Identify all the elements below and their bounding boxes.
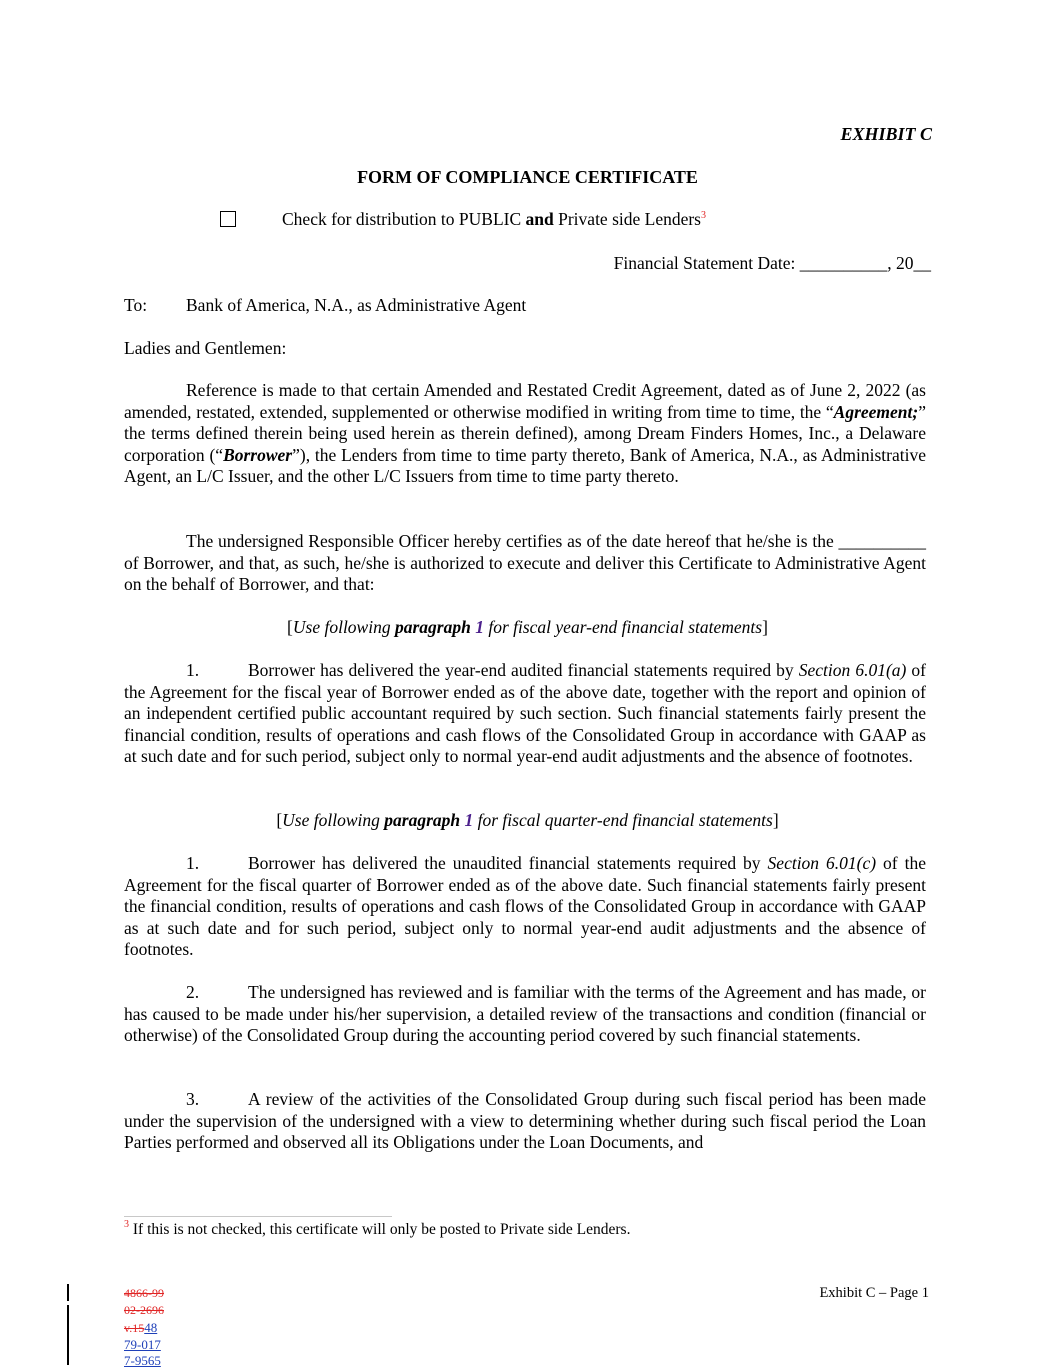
instr-year-num: 1 (475, 617, 484, 637)
instr-year-bold: paragraph (394, 617, 471, 637)
bracket-close: ] (762, 617, 768, 637)
public-distribution-checkbox[interactable] (220, 211, 236, 227)
change-bar (67, 1305, 69, 1365)
intro-text-3: ”), the Lenders from time to time party thereto, Bank of America, N.A., as Administrative Agent, an L/C Issuer, and the other L/C Issuers from time to time party thereto. (124, 444, 926, 487)
doc-id-line (124, 1285, 164, 1302)
paragraph-2 (124, 982, 926, 1047)
to-recipient: Bank of America, N.A., as Administrative Agent (186, 295, 527, 315)
instr-year-a: Use following (292, 617, 395, 637)
distribution-label (282, 209, 706, 230)
para-number: 1. (186, 660, 200, 680)
paragraph-3 (124, 1089, 926, 1154)
doc-id-line (124, 1336, 161, 1353)
instruction-quarter-end (0, 810, 1055, 831)
doc-id-deleted-3: v.15 (124, 1321, 145, 1335)
para1-quarter-text-b: of the Agreement for the fiscal quarter of Borrower ended as of the above date. Such financial statements fairly present the financial condition, results of operations and cash flows of the Consolidated Group in accordance with GAAP as at such date and for such period, subject only to normal year-end audit adjustments and the absence of footnotes. (124, 853, 926, 960)
para-number: 1. (186, 853, 200, 873)
para3-text: A review of the activities of the Consolidated Group during such fiscal period has been made under the supervision of the undersigned with a view to determining whether during such fiscal period the Loan Parties performed and observed all its Obligations under the Loan Documents, and (124, 1089, 926, 1153)
borrower-term: Borrower (223, 444, 293, 465)
form-title: FORM OF COMPLIANCE CERTIFICATE (357, 167, 698, 187)
instr-quarter-bold: paragraph (384, 810, 461, 830)
para-number: 2. (186, 982, 200, 1002)
section-ref: Section 6.01(c) (767, 853, 877, 873)
certification-paragraph (124, 531, 926, 596)
paragraph-1-year-end (124, 660, 926, 768)
intro-text-1: Reference is made to that certain Amended and Restated Credit Agreement, dated as of June 2, 2022 (as amended, restated, extended, supplemented or otherwise modified in writing from time to time, the “ (124, 380, 926, 422)
footnote-ref[interactable]: 3 (701, 210, 706, 221)
para1-year-text-b: of the Agreement for the fiscal year of Borrower ended as of the above date, together with the report and opinion of an independent certified public accountant required by such section. Such financial statements fairly present the financial condition, results of operations and cash flows of the Consolidated Group in accordance with GAAP as at such date and for such period, subject only to normal year-end audit adjustments and the absence of footnotes. (124, 660, 926, 767)
doc-id-inserted-2: 79-017 (124, 1337, 161, 1352)
financial-statement-date: Financial Statement Date: __________, 20__ (613, 253, 931, 273)
to-label: To: (124, 295, 148, 315)
doc-id-line (124, 1319, 157, 1337)
agreement-term: Agreement; (833, 401, 919, 422)
to-line (124, 295, 926, 317)
intro-text-2: ” the terms defined therein being used herein as therein defined), among Dream Finders Homes, Inc., a Delaware corporation (“ (124, 401, 926, 465)
change-bar (67, 1284, 69, 1301)
exhibit-heading: EXHIBIT C (840, 124, 932, 144)
doc-id-deleted-1: 4866-99 (124, 1286, 164, 1300)
para-number: 3. (186, 1089, 200, 1109)
instr-quarter-b: for fiscal quarter-end financial statements (473, 810, 773, 830)
doc-id-inserted-3: 7-9565 (124, 1353, 161, 1368)
intro-paragraph (124, 380, 926, 488)
bracket-open: [ (287, 617, 293, 637)
bracket-open: [ (276, 810, 283, 830)
instr-year-b: for fiscal year-end financial statements (483, 617, 763, 637)
para1-quarter-text-a: Borrower has delivered the unaudited financial statements required by (248, 853, 768, 873)
doc-id-line (124, 1352, 161, 1369)
instr-quarter-num: 1 (464, 810, 474, 830)
page-footer: Exhibit C – Page 1 (819, 1285, 929, 1301)
instr-quarter-a: Use following (282, 810, 385, 830)
doc-id-line (124, 1302, 164, 1319)
distribution-text-b: Private side Lenders (553, 209, 701, 229)
instruction-year-end (0, 617, 1055, 638)
bracket-close: ] (772, 810, 779, 830)
paragraph-1-quarter-end (124, 853, 926, 961)
footnote-text: If this is not checked, this certificate will only be posted to Private side Lenders. (129, 1221, 631, 1238)
distribution-text-a: Check for distribution to PUBLIC (282, 209, 526, 229)
doc-id-deleted-2: 02-2696 (124, 1303, 164, 1317)
footnote-number: 3 (124, 1219, 129, 1230)
footnote (124, 1221, 630, 1239)
salutation: Ladies and Gentlemen: (124, 338, 287, 358)
doc-id-inserted-1: 48 (144, 1320, 158, 1335)
footnote-separator (124, 1216, 392, 1217)
section-ref: Section 6.01(a) (798, 660, 907, 680)
distribution-text-bold: and (525, 209, 554, 229)
para1-year-text-a: Borrower has delivered the year-end audited financial statements required by (248, 660, 799, 680)
certification-text: The undersigned Responsible Officer hereby certifies as of the date hereof that he/she is the __________ of Borrower, and that, as such, he/she is authorized to execute and deliver this Certificate to Administrative Agent on the behalf of Borrower, and that: (124, 531, 926, 595)
para2-text: The undersigned has reviewed and is familiar with the terms of the Agreement and has made, or has caused to be made under his/her supervision, a detailed review of the transactions and condition (financial or otherwise) of the Consolidated Group during the accounting period covered by such financial statements. (124, 982, 926, 1046)
